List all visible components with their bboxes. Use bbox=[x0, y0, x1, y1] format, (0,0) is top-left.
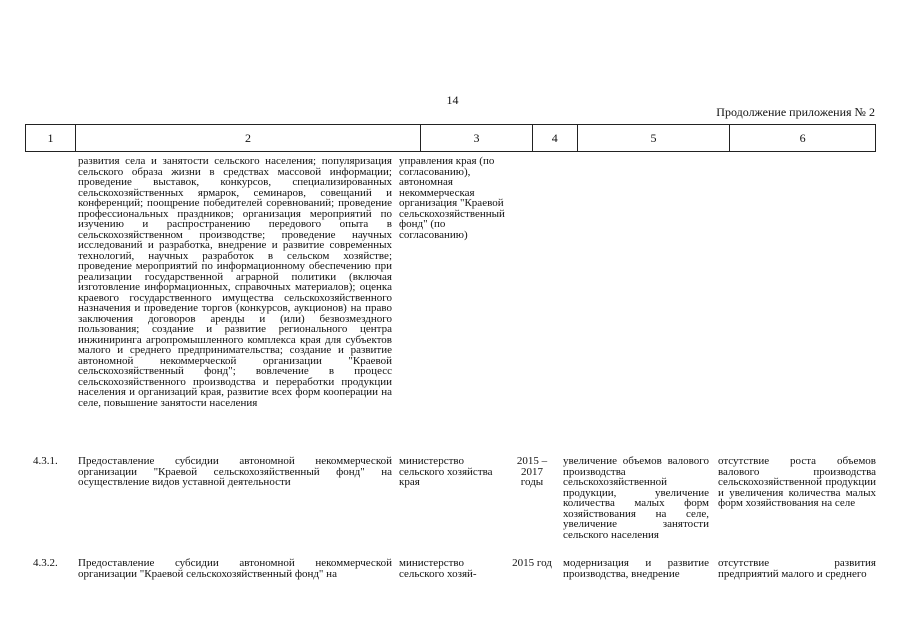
row-1-period: 2015 – 2017 годы bbox=[516, 455, 548, 488]
table-header-row bbox=[25, 124, 876, 152]
header-cell-6: 6 bbox=[799, 130, 806, 145]
header-cell-5: 5 bbox=[578, 125, 731, 151]
continuation-note: Продолжение приложения № 2 bbox=[716, 105, 875, 119]
row-1-description: Предоставление субсидии автономной некоммерческой организации "Краевой сельскохозяйственный фонд" на осуществление видов уставной деятельности bbox=[78, 455, 392, 488]
row-2-consequence: отсутствие развития предприятий малого и среднего bbox=[718, 557, 876, 580]
row-2-number: 4.3.2. bbox=[33, 557, 58, 569]
row-0-description: развития села и занятости сельского населения; популяризация сельского образа жизни в средствах массовой информации; проведение выставок, конкурсов, специализированных сельскохозяйственных ярмарок, семинаров, совещаний и конференций; поощрение победителей соревнований; проведение профессиональных праздников; организация мероприятий по изучению и распространению передового опыта в сельскохозяйственном производстве; проведение научных исследований и разработка, внедрение и развитие современных технологий, научных разработок в сельском хозяйстве; проведение мероприятий по информационному обеспечению при реализации государственной аграрной политики (включая изготовление информационных, справочных материалов); оценка краевого государственного имущества сельскохозяйственного назначения и проведение торгов (конкурсов, аукционов) на право заключения договоров аренды и (или) безвозмездного пользования; создание и развитие регионального центра инжиниринга агропромышленного комплекса края для субъектов малого и среднего предпринимательства; создание и развитие автономной некоммерческой организации "Краевой сельскохозяйственный фонд"; вовлечение в процесс сельскохозяйственного производства и переработки продукции населения и организаций края, развитие всех форм кооперации на селе, повышение занятости населения bbox=[78, 155, 392, 409]
row-1-result: увеличение объемов валового производства сельскохозяйственной продукции, увеличение количества малых форм хозяйствования на селе, увеличение занятости сельского населения bbox=[563, 455, 709, 541]
header-cell-4: 4 bbox=[533, 125, 578, 151]
row-2-executor: министерство сельского хозяй- bbox=[399, 557, 477, 580]
header-cell-2: 2 bbox=[76, 125, 421, 151]
row-2-description: Предоставление субсидии автономной некоммерческой организации "Краевой сельскохозяйственный фонд" на bbox=[78, 557, 392, 580]
row-1-executor: министерство сельского хозяйства края bbox=[399, 455, 493, 488]
row-0-executor: управления края (по согласованию), автономная некоммерческая организация "Краевой сельскохозяйственный фонд" (по согласованию) bbox=[399, 155, 505, 241]
header-cell-3: 3 bbox=[421, 125, 533, 151]
row-1-number: 4.3.1. bbox=[33, 455, 58, 467]
row-2-result: модернизация и развитие производства, внедрение bbox=[563, 557, 709, 580]
row-2-period: 2015 год bbox=[512, 557, 552, 569]
row-1-consequence: отсутствие роста объемов валового производства сельскохозяйственной продукции и увеличения количества малых форм хозяйствования на селе bbox=[718, 455, 876, 509]
header-cell-1: 1 bbox=[26, 125, 76, 151]
page-number: 14 bbox=[446, 93, 459, 107]
